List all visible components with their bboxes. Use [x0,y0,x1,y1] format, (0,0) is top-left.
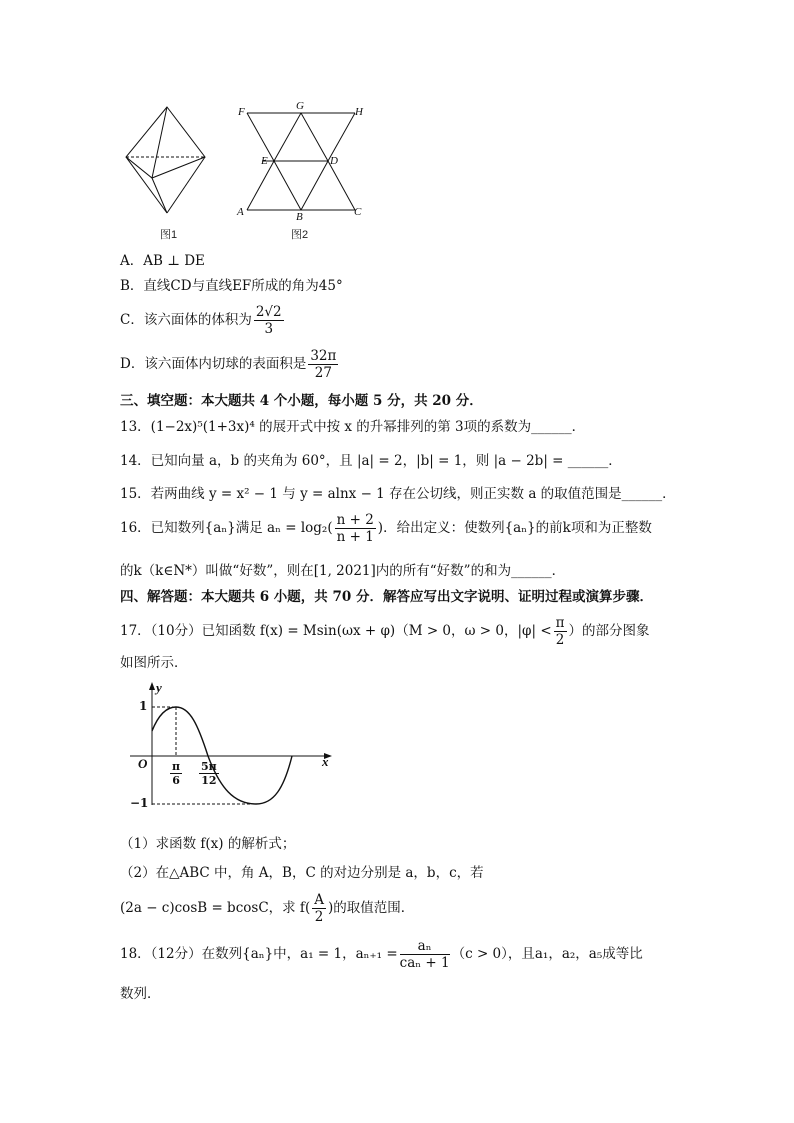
graph-x-tick-5pi12-den: 12 [201,774,217,787]
graph-x-tick-5pi12-fraction [199,760,219,787]
section-3-heading: 三、填空题：本大题共 4 个小题，每小题 5 分，共 20 分． [120,393,483,409]
fig2-label-g: G [296,100,304,112]
option-a: A．AB ⊥ DE [120,253,205,269]
option-b: B．直线CD与直线EF所成的角为45° [120,278,343,294]
option-c-numerator: 2√2 [255,304,282,320]
option-d-fraction [308,348,338,381]
fig2-label-c: C [354,206,362,218]
question-16-text-a: 16．已知数列{aₙ}满足 aₙ = log₂ [120,520,328,536]
question-18-line-2: 数列． [120,986,161,1002]
option-d [120,348,340,381]
question-18-line-1 [120,938,643,971]
question-17-a2-num: A [314,892,324,908]
question-14: 14．已知向量 a，b 的夹角为 60°，且 |a| = 2，|b| = 1，则 |a − 2b| = ______． [120,453,622,469]
option-d-numerator: 32π [310,348,337,364]
graph-y-label: y [156,680,162,695]
question-17-line-2: 如图所示． [120,655,188,671]
figure-1-caption: 图1 [160,229,178,241]
question-16-line-2: 的k（k∈N*）叫做“好数”，则在[1, 2021]内的所有“好数”的和为______． [120,563,566,579]
question-17-text-c: (2a − c)cosB = bcosC，求 f [120,900,305,916]
question-17-pi-fraction [554,615,567,648]
sine-graph [128,680,338,815]
question-17-part-2: （2）在△ABC 中，角 A，B，C 的对边分别是 a，b，c，若 [120,865,484,881]
question-18-numerator: aₙ [400,938,450,955]
question-18-text-a: 18．（12分）在数列{aₙ}中，a₁ = 1，aₙ₊₁ = [120,946,398,962]
question-18-denominator: caₙ + 1 [399,955,450,971]
question-16-fraction [335,512,376,545]
question-16-numerator: n + 2 [336,512,374,528]
question-17-part-1: （1）求函数 f(x) 的解析式； [120,836,296,852]
graph-x-tick-5pi12 [197,760,221,787]
graph-x-tick-pi6 [168,760,184,787]
graph-origin-label: O [138,756,148,771]
figure-2-net [235,105,375,220]
question-17-text-b: ）的部分图象 [568,623,650,639]
option-c-text: C．该六面体的体积为 [120,312,252,328]
question-17-a2-den: 2 [314,909,324,925]
question-17-a2-fraction [312,892,326,925]
question-16-line-1: 16．已知数列{aₙ}满足 aₙ = log₂( $\frac{n + 2}{n + 1}$ )．给出定义：使数列{aₙ}的前k项和为正整数 [120,512,652,545]
option-d-text: D．该六面体内切球的表面积是 [120,356,307,372]
question-17-part-2-cont: (2a − c)cosB = bcosC，求 f( $\frac{A}{2}$ )的取值范围． [120,892,415,925]
question-13: 13．(1−2x)⁵(1+3x)⁴ 的展开式中按 x 的升幂排列的第 3项的系数为______． [120,419,586,435]
option-c-denominator: 3 [264,321,274,337]
question-17-text-a: 17．（10分）已知函数 f(x) = Msin(ωx + φ)（M > 0，ω > 0，|φ| < [120,623,552,639]
question-16-text-b: ．给出定义：使数列{aₙ}的前k项和为正整数 [383,520,652,536]
graph-x-tick-pi6-fraction [170,760,182,787]
question-17-pi-den: 2 [555,632,565,648]
question-17-line-1 [120,615,650,648]
fig2-label-d: D [330,155,338,167]
graph-x-tick-pi6-num: π [172,760,181,773]
figure-1-octahedron [120,105,215,225]
option-d-denominator: 27 [314,365,332,381]
question-18-text-b: （c > 0），且a₁，a₂，a₅成等比 [451,946,643,962]
fig2-label-b: B [296,211,303,223]
option-c-fraction [254,304,284,337]
option-c [120,304,286,337]
graph-x-tick-pi6-den: 6 [172,774,180,787]
question-15: 15．若两曲线 y = x² − 1 与 y = alnx − 1 存在公切线，则正实数 a 的取值范围是______． [120,486,676,502]
section-4-heading: 四、解答题：本大题共 6 小题，共 70 分．解答应写出文字说明、证明过程或演算步骤． [120,589,653,605]
graph-y-tick-neg1: −1 [130,796,149,810]
fig2-label-a: A [237,206,244,218]
graph-x-tick-5pi12-num: 5π [201,760,217,773]
graph-x-label: x [322,754,329,769]
question-17-pi-num: π [555,615,565,631]
figure-2-caption: 图2 [291,229,309,241]
fig2-label-f: F [238,106,245,118]
fig2-label-e: E [261,155,268,167]
question-18-fraction [400,938,450,971]
question-16-denominator: n + 1 [336,529,374,545]
fig2-label-h: H [355,106,363,118]
graph-y-tick-1: 1 [139,699,148,713]
question-17-text-d: 的取值范围． [333,900,415,916]
